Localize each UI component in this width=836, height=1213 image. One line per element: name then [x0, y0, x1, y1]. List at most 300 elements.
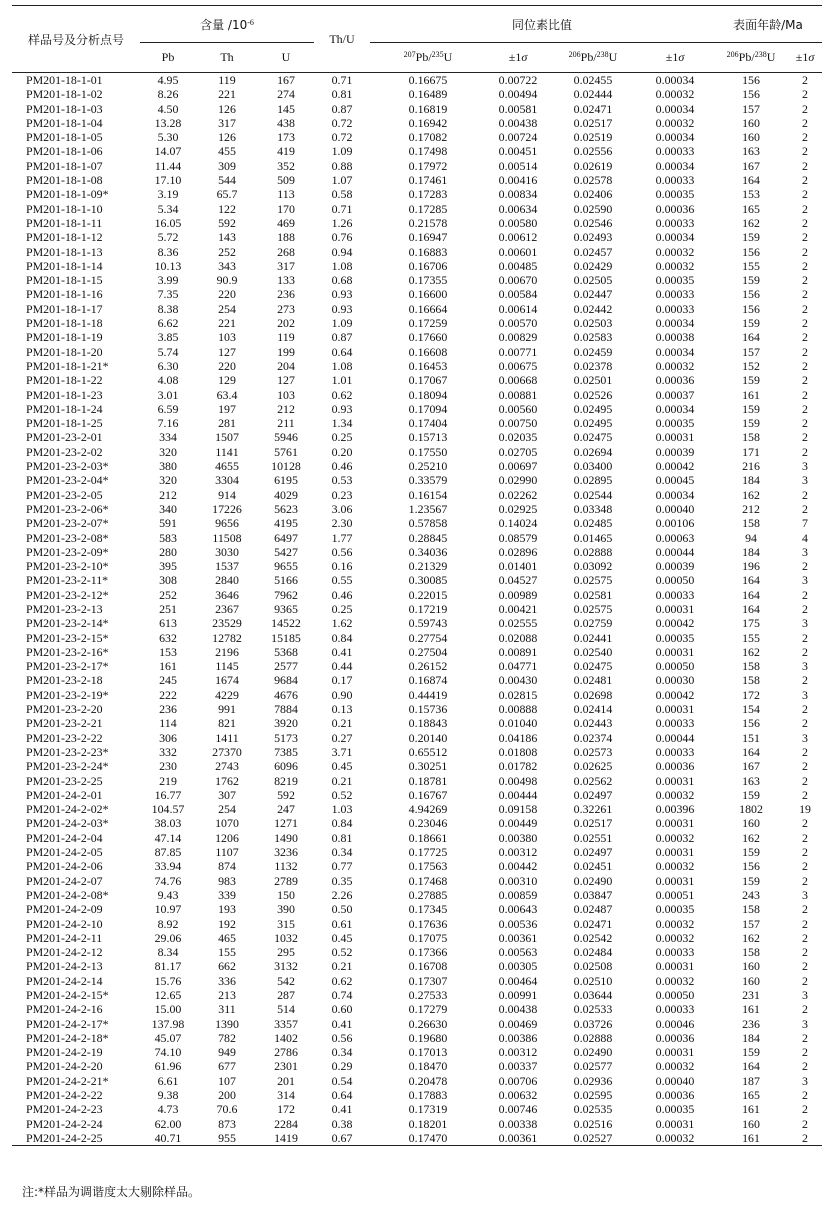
cell-u: 212 — [277, 401, 295, 416]
cell-age-206-238: 164 — [742, 744, 760, 759]
cell-ratio-206-238: 0.02577 — [573, 1059, 613, 1074]
cell-ratio-207-235: 0.17366 — [408, 945, 448, 960]
cell-ratio-207-235: 0.18661 — [408, 830, 448, 845]
cell-ratio-207-235: 0.18843 — [408, 716, 448, 731]
cell-sample: PM201-24-2-15* — [26, 988, 109, 1002]
cell-th-u: 0.71 — [331, 201, 353, 216]
cell-sample: PM201-23-2-18 — [26, 673, 103, 688]
cell-ratio-207-235: 0.16819 — [408, 101, 448, 116]
cell-ratio-207-235: 0.18094 — [408, 387, 448, 402]
cell-pb: 7.35 — [157, 287, 179, 302]
cell-ratio-206-238: 0.02481 — [573, 673, 613, 688]
cell-ratio-207-235-error: 0.00675 — [498, 358, 538, 373]
cell-pb: 591 — [159, 516, 177, 531]
header-ratio-206-238-error: ±1σ — [665, 50, 685, 64]
cell-u: 1271 — [274, 816, 298, 831]
cell-age-error: 3 — [802, 616, 808, 631]
header-row-top — [12, 6, 822, 43]
cell-th-u: 0.90 — [331, 687, 353, 702]
cell-ratio-207-235-error: 0.00442 — [498, 859, 538, 874]
cell-sample: PM201-18-1-01 — [26, 73, 103, 87]
cell-th-u: 0.50 — [331, 902, 353, 917]
cell-pb: 40.71 — [154, 1130, 182, 1145]
cell-pb: 280 — [159, 544, 177, 559]
cell-age-206-238: 158 — [742, 430, 760, 445]
cell-u: 314 — [277, 1088, 295, 1103]
cell-u: 150 — [277, 887, 295, 902]
cell-ratio-207-235-error: 0.00494 — [498, 87, 538, 102]
cell-ratio-206-238: 0.02527 — [573, 1130, 613, 1145]
cell-age-error: 19 — [799, 802, 811, 817]
cell-age-206-238: 159 — [742, 1045, 760, 1060]
cell-th: 874 — [218, 859, 236, 874]
cell-ratio-207-235: 0.17563 — [408, 859, 448, 874]
cell-u: 315 — [277, 916, 295, 931]
cell-th-u: 0.56 — [331, 1030, 353, 1045]
cell-ratio-206-238: 0.02374 — [573, 730, 613, 745]
cell-u: 172 — [277, 1102, 295, 1117]
table-row — [12, 1088, 822, 1102]
cell-th: 1537 — [215, 559, 239, 574]
cell-sample: PM201-18-1-24 — [26, 401, 103, 416]
cell-pb: 5.72 — [157, 230, 179, 245]
cell-th-u: 0.55 — [331, 573, 353, 588]
cell-th-u: 0.54 — [331, 1073, 353, 1088]
cell-th-u: 0.46 — [331, 587, 353, 602]
cell-age-206-238: 184 — [742, 1030, 760, 1045]
cell-age-error: 2 — [802, 902, 808, 917]
cell-u: 287 — [277, 988, 295, 1002]
cell-u: 514 — [277, 1002, 295, 1017]
cell-th: 4229 — [215, 687, 239, 702]
cell-pb: 114 — [159, 716, 177, 731]
cell-age-206-238: 184 — [742, 473, 760, 488]
cell-th-u: 0.41 — [331, 1016, 353, 1031]
cell-sample: PM201-23-2-05 — [26, 487, 103, 502]
cell-th: 192 — [218, 916, 236, 931]
cell-age-error: 2 — [802, 673, 808, 688]
cell-age-error: 3 — [802, 887, 808, 902]
cell-th: 311 — [218, 1002, 236, 1017]
cell-sample: PM201-18-1-25 — [26, 416, 103, 431]
cell-pb: 7.16 — [157, 416, 179, 431]
cell-pb: 306 — [159, 730, 177, 745]
cell-age-206-238: 156 — [742, 87, 760, 102]
cell-ratio-207-235: 0.59743 — [408, 616, 448, 631]
cell-ratio-207-235-error: 0.04186 — [498, 730, 538, 745]
cell-ratio-207-235: 0.15736 — [408, 702, 448, 717]
cell-ratio-206-238: 0.02429 — [573, 258, 613, 273]
cell-age-206-238: 157 — [742, 101, 760, 116]
cell-ratio-206-238: 0.02575 — [573, 601, 613, 616]
cell-th-u: 0.41 — [331, 644, 353, 659]
cell-th: 122 — [218, 201, 236, 216]
cell-age-206-238: 158 — [742, 902, 760, 917]
cell-sample: PM201-18-1-12 — [26, 230, 103, 245]
cell-th: 592 — [218, 215, 236, 230]
cell-th: 955 — [218, 1130, 236, 1145]
table-row — [12, 774, 822, 788]
cell-pb: 308 — [159, 573, 177, 588]
cell-pb: 332 — [159, 744, 177, 759]
cell-ratio-207-235: 0.17285 — [408, 201, 448, 216]
cell-u: 113 — [277, 187, 295, 202]
cell-th: 129 — [218, 373, 236, 388]
cell-ratio-207-235: 0.21329 — [408, 559, 448, 574]
cell-th: 254 — [218, 802, 236, 817]
cell-age-error: 2 — [802, 130, 808, 145]
table-row — [12, 73, 822, 88]
cell-u: 509 — [277, 173, 295, 188]
cell-ratio-206-238: 0.02590 — [573, 201, 613, 216]
cell-th-u: 1.77 — [331, 530, 353, 545]
cell-ratio-207-235: 0.16600 — [408, 287, 448, 302]
cell-th-u: 0.34 — [331, 1045, 353, 1060]
cell-ratio-206-238: 0.02493 — [573, 230, 613, 245]
cell-age-error: 2 — [802, 230, 808, 245]
cell-ratio-207-235-error: 0.00891 — [498, 644, 538, 659]
cell-th-u: 1.01 — [331, 373, 353, 388]
cell-ratio-207-235-error: 0.08579 — [498, 530, 538, 545]
table-row — [12, 945, 822, 959]
cell-ratio-206-238-error: 0.00035 — [655, 630, 695, 645]
cell-age-206-238: 163 — [742, 773, 760, 788]
cell-th-u: 0.62 — [331, 973, 353, 988]
cell-ratio-207-235-error: 0.00632 — [498, 1088, 538, 1103]
cell-pb: 137.98 — [151, 1016, 185, 1031]
header-isotope-ratio: 同位素比值 — [370, 6, 714, 43]
cell-ratio-207-235: 0.17883 — [408, 1088, 448, 1103]
cell-pb: 320 — [159, 444, 177, 459]
cell-ratio-207-235: 0.15713 — [408, 430, 448, 445]
cell-u: 3357 — [274, 1016, 298, 1031]
cell-ratio-206-238-error: 0.00034 — [655, 344, 695, 359]
cell-sample: PM201-24-2-11 — [26, 930, 103, 945]
cell-ratio-206-238: 0.02551 — [573, 830, 613, 845]
cell-ratio-206-238: 0.02888 — [573, 1030, 613, 1045]
cell-pb: 8.34 — [157, 945, 179, 960]
cell-ratio-207-235-error: 0.00722 — [498, 73, 538, 87]
table-row — [12, 616, 822, 630]
cell-ratio-207-235: 0.16942 — [408, 115, 448, 130]
cell-pb: 230 — [159, 759, 177, 774]
header-age-206-238: $^{206}$Pb/$^{238}$U — [726, 50, 776, 64]
table-row — [12, 373, 822, 387]
cell-th: 221 — [218, 316, 236, 331]
cell-th-u: 0.20 — [331, 444, 353, 459]
cell-ratio-206-238: 0.02457 — [573, 244, 613, 259]
cell-age-error: 4 — [802, 530, 808, 545]
cell-ratio-206-238-error: 0.00038 — [655, 330, 695, 345]
cell-u: 1132 — [274, 859, 298, 874]
cell-th-u: 0.68 — [331, 273, 353, 288]
cell-u: 4676 — [274, 687, 298, 702]
table-row — [12, 173, 822, 187]
cell-age-error: 2 — [802, 916, 808, 931]
cell-th-u: 3.71 — [331, 744, 353, 759]
cell-ratio-207-235: 0.17082 — [408, 130, 448, 145]
cell-ratio-207-235: 0.17013 — [408, 1045, 448, 1060]
cell-sample: PM201-18-1-04 — [26, 115, 103, 130]
cell-ratio-206-238: 0.02406 — [573, 187, 613, 202]
cell-ratio-207-235-error: 0.00670 — [498, 273, 538, 288]
cell-age-206-238: 164 — [742, 573, 760, 588]
table-row — [12, 874, 822, 888]
cell-ratio-206-238-error: 0.00036 — [655, 1088, 695, 1103]
cell-age-error: 3 — [802, 988, 808, 1002]
cell-th-u: 0.72 — [331, 115, 353, 130]
cell-ratio-207-235: 0.27885 — [408, 887, 448, 902]
cell-ratio-206-238: 0.02694 — [573, 444, 613, 459]
cell-ratio-207-235-error: 0.00449 — [498, 816, 538, 831]
table-footnote: 注:*样品为调谐度太大剔除样品。 — [22, 1185, 201, 1199]
table-row — [12, 559, 822, 573]
cell-ratio-206-238-error: 0.00042 — [655, 459, 695, 474]
cell-th-u: 0.16 — [331, 559, 353, 574]
table-row — [12, 216, 822, 230]
table-row — [12, 631, 822, 645]
cell-age-error: 2 — [802, 601, 808, 616]
cell-th-u: 0.87 — [331, 330, 353, 345]
cell-ratio-206-238-error: 0.00032 — [655, 916, 695, 931]
cell-th: 544 — [218, 173, 236, 188]
cell-ratio-206-238: 0.02503 — [573, 316, 613, 331]
cell-sample: PM201-24-2-01 — [26, 787, 103, 802]
table-row — [12, 1131, 822, 1146]
cell-pb: 219 — [159, 773, 177, 788]
cell-ratio-206-238: 0.02455 — [573, 73, 613, 87]
cell-pb: 583 — [159, 530, 177, 545]
cell-pb: 29.06 — [154, 930, 182, 945]
cell-ratio-207-235-error: 0.00706 — [498, 1073, 538, 1088]
cell-th: 200 — [218, 1088, 236, 1103]
cell-u: 8219 — [274, 773, 298, 788]
cell-th: 339 — [218, 887, 236, 902]
cell-age-206-238: 162 — [742, 215, 760, 230]
cell-ratio-206-238-error: 0.00042 — [655, 687, 695, 702]
cell-ratio-207-235-error: 0.00430 — [498, 673, 538, 688]
cell-th-u: 0.41 — [331, 1102, 353, 1117]
cell-th-u: 1.07 — [331, 173, 353, 188]
cell-ratio-207-235: 0.17067 — [408, 373, 448, 388]
cell-ratio-206-238: 0.02485 — [573, 516, 613, 531]
cell-ratio-207-235-error: 0.00464 — [498, 973, 538, 988]
cell-th: 127 — [218, 344, 236, 359]
cell-ratio-206-238-error: 0.00034 — [655, 130, 695, 145]
cell-u: 5946 — [274, 430, 298, 445]
cell-u: 469 — [277, 215, 295, 230]
cell-th: 90.9 — [216, 273, 238, 288]
cell-age-error: 2 — [802, 1045, 808, 1060]
cell-ratio-207-235: 0.27504 — [408, 644, 448, 659]
cell-sample: PM201-18-1-09* — [26, 187, 109, 202]
cell-age-206-238: 162 — [742, 830, 760, 845]
cell-th: 317 — [218, 115, 236, 130]
cell-u: 2284 — [274, 1116, 298, 1131]
cell-sample: PM201-23-2-02 — [26, 444, 103, 459]
cell-age-error: 2 — [802, 945, 808, 960]
cell-ratio-206-238-error: 0.00037 — [655, 387, 695, 402]
cell-ratio-207-235: 0.18201 — [408, 1116, 448, 1131]
cell-ratio-206-238: 0.02505 — [573, 273, 613, 288]
cell-age-206-238: 160 — [742, 130, 760, 145]
cell-sample: PM201-23-2-03* — [26, 459, 109, 474]
cell-pb: 81.17 — [154, 959, 182, 974]
cell-ratio-207-235-error: 0.00829 — [498, 330, 538, 345]
cell-ratio-206-238: 0.02441 — [573, 630, 613, 645]
cell-th-u: 0.84 — [331, 630, 353, 645]
cell-th: 2840 — [215, 573, 239, 588]
cell-ratio-207-235: 0.33579 — [408, 473, 448, 488]
cell-age-206-238: 159 — [742, 787, 760, 802]
cell-ratio-206-238-error: 0.00050 — [655, 988, 695, 1002]
table-row — [12, 645, 822, 659]
cell-age-206-238: 184 — [742, 544, 760, 559]
cell-th: 662 — [218, 959, 236, 974]
cell-ratio-207-235: 0.34036 — [408, 544, 448, 559]
cell-th: 3304 — [215, 473, 239, 488]
cell-ratio-206-238-error: 0.00031 — [655, 873, 695, 888]
cell-th-u: 0.45 — [331, 930, 353, 945]
cell-age-206-238: 156 — [742, 716, 760, 731]
cell-ratio-207-235-error: 0.02990 — [498, 473, 538, 488]
cell-ratio-207-235-error: 0.00989 — [498, 587, 538, 602]
cell-ratio-206-238-error: 0.00045 — [655, 473, 695, 488]
cell-age-206-238: 231 — [742, 988, 760, 1002]
cell-ratio-206-238: 0.02888 — [573, 544, 613, 559]
cell-th-u: 0.64 — [331, 1088, 353, 1103]
cell-ratio-207-235: 0.16664 — [408, 301, 448, 316]
cell-pb: 6.59 — [157, 401, 179, 416]
cell-ratio-206-238: 0.02625 — [573, 759, 613, 774]
cell-pb: 3.01 — [157, 387, 179, 402]
header-th-u: Th/U — [329, 31, 355, 46]
cell-ratio-207-235-error: 0.00469 — [498, 1016, 538, 1031]
cell-age-206-238: 212 — [742, 501, 760, 516]
cell-ratio-206-238: 0.02519 — [573, 130, 613, 145]
cell-ratio-207-235: 0.57858 — [408, 516, 448, 531]
cell-age-error: 2 — [802, 244, 808, 259]
table-row — [12, 130, 822, 144]
cell-ratio-206-238-error: 0.00050 — [655, 573, 695, 588]
cell-age-206-238: 159 — [742, 316, 760, 331]
cell-ratio-206-238-error: 0.00031 — [655, 644, 695, 659]
cell-th-u: 1.09 — [331, 144, 353, 159]
cell-th: 143 — [218, 230, 236, 245]
table-row — [12, 287, 822, 301]
table-row — [12, 745, 822, 759]
cell-ratio-206-238: 0.02487 — [573, 902, 613, 917]
cell-age-error: 2 — [802, 487, 808, 502]
cell-u: 6195 — [274, 473, 298, 488]
header-age-error: ±1σ — [795, 50, 815, 64]
cell-age-error: 2 — [802, 73, 808, 87]
table-row — [12, 888, 822, 902]
cell-th: 1390 — [215, 1016, 239, 1031]
cell-sample: PM201-18-1-15 — [26, 273, 103, 288]
cell-ratio-207-235: 0.30251 — [408, 759, 448, 774]
cell-age-206-238: 163 — [742, 144, 760, 159]
cell-pb: 8.36 — [157, 244, 179, 259]
cell-th-u: 1.03 — [331, 802, 353, 817]
header-ratio-206-238: $^{206}$Pb/$^{238}$U — [568, 50, 618, 64]
cell-th-u: 0.53 — [331, 473, 353, 488]
cell-sample: PM201-24-2-23 — [26, 1102, 103, 1117]
cell-ratio-206-238-error: 0.00046 — [655, 1016, 695, 1031]
cell-u: 6096 — [274, 759, 298, 774]
cell-ratio-206-238-error: 0.00032 — [655, 973, 695, 988]
table-row — [12, 988, 822, 1002]
cell-age-error: 2 — [802, 973, 808, 988]
cell-ratio-206-238-error: 0.00042 — [655, 616, 695, 631]
cell-age-206-238: 159 — [742, 873, 760, 888]
table-row — [12, 1059, 822, 1073]
cell-sample: PM201-24-2-06 — [26, 859, 103, 874]
cell-u: 268 — [277, 244, 295, 259]
cell-ratio-207-235-error: 0.00724 — [498, 130, 538, 145]
cell-ratio-207-235-error: 0.00580 — [498, 215, 538, 230]
cell-th: 119 — [218, 73, 236, 87]
table-row — [12, 1002, 822, 1016]
cell-age-error: 2 — [802, 744, 808, 759]
cell-ratio-206-238: 0.03092 — [573, 559, 613, 574]
cell-ratio-206-238-error: 0.00106 — [655, 516, 695, 531]
cell-th: 465 — [218, 930, 236, 945]
cell-th: 1411 — [215, 730, 239, 745]
cell-th: 254 — [218, 301, 236, 316]
cell-ratio-206-238-error: 0.00033 — [655, 716, 695, 731]
cell-sample: PM201-18-1-17 — [26, 301, 103, 316]
table-row — [12, 602, 822, 616]
cell-ratio-206-238: 0.02895 — [573, 473, 613, 488]
cell-ratio-207-235: 0.44419 — [408, 687, 448, 702]
cell-u: 2786 — [274, 1045, 298, 1060]
cell-ratio-207-235-error: 0.00771 — [498, 344, 538, 359]
cell-th-u: 0.46 — [331, 459, 353, 474]
cell-ratio-207-235: 0.17094 — [408, 401, 448, 416]
cell-ratio-206-238-error: 0.00033 — [655, 173, 695, 188]
cell-u: 5166 — [274, 573, 298, 588]
cell-age-error: 2 — [802, 401, 808, 416]
cell-age-error: 2 — [802, 316, 808, 331]
cell-th-u: 0.93 — [331, 287, 353, 302]
cell-u: 390 — [277, 902, 295, 917]
cell-pb: 10.13 — [154, 258, 182, 273]
cell-th: 914 — [218, 487, 236, 502]
cell-age-206-238: 151 — [742, 730, 760, 745]
cell-ratio-207-235-error: 0.14024 — [498, 516, 538, 531]
cell-age-error: 3 — [802, 687, 808, 702]
cell-th: 2743 — [215, 759, 239, 774]
cell-ratio-207-235-error: 0.01782 — [498, 759, 538, 774]
cell-sample: PM201-23-2-08* — [26, 530, 109, 545]
cell-ratio-206-238-error: 0.00031 — [655, 773, 695, 788]
cell-age-206-238: 161 — [742, 1102, 760, 1117]
cell-ratio-207-235-error: 0.00337 — [498, 1059, 538, 1074]
cell-pb: 613 — [159, 616, 177, 631]
cell-th: 197 — [218, 401, 236, 416]
cell-sample: PM201-24-2-08* — [26, 887, 109, 902]
cell-th: 1674 — [215, 673, 239, 688]
cell-u: 4029 — [274, 487, 298, 502]
cell-th: 155 — [218, 945, 236, 960]
cell-th: 213 — [218, 988, 236, 1002]
cell-age-error: 2 — [802, 501, 808, 516]
cell-sample: PM201-18-1-16 — [26, 287, 103, 302]
cell-u: 15185 — [271, 630, 301, 645]
cell-age-error: 3 — [802, 1073, 808, 1088]
cell-th-u: 0.38 — [331, 1116, 353, 1131]
